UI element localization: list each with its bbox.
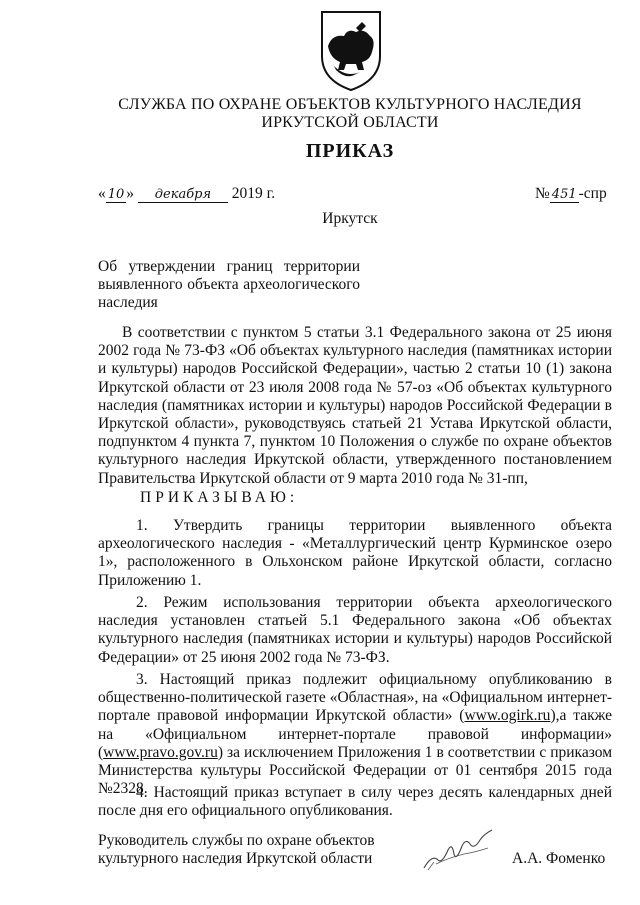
signer-position-line2: культурного наследия Иркутской области <box>98 850 373 867</box>
handwritten-signature <box>418 824 500 874</box>
coat-of-arms-icon <box>312 8 390 94</box>
document-subject: Об утверждении границ территории выявленного объекта археологического наследия <box>98 258 360 311</box>
order-item-2: 2. Режим использования территории объекта археологического наследия установлен статьей 5.1 Федерального закона «Об объектах культурного наследия (памятниках истории и культуры) народов Российской Федерации» от 25 июня 2002 года № 73-ФЗ. <box>98 594 612 666</box>
link-pravo[interactable]: www.pravo.gov.ru <box>103 743 218 761</box>
order-heading: ПРИКАЗЫВАЮ: <box>140 489 299 506</box>
preamble-paragraph: В соответствии с пунктом 5 статьи 3.1 Федерального закона от 25 июня 2002 года № 73-ФЗ «Об объектах культурного наследия (памятниках истории и культуры) народов Российской Федерации», частью 2 статьи 10 (1) закона Иркутской области от 23 июля 2008 года № 57-оз «Об объектах культурного наследия (памятниках истории и культуры) народов Российской Федерации в Иркутской области», руководствуясь статьей 21 Устава Иркутской области, подпунктом 4 пункта 7, пунктом 10 Положения о службе по охране объектов культурного наследия Иркутской области, утвержденного постановлением Правительства Иркутской области от 9 марта 2010 года № 31-пп, <box>98 324 612 487</box>
order-item-3 <box>98 671 612 798</box>
document-number <box>535 185 607 203</box>
link-ogirk[interactable]: www.ogirk.ru <box>464 707 551 725</box>
order-item-4: 4. Настоящий приказ вступает в силу через десять календарных дней после дня его официального опубликования. <box>98 784 612 820</box>
number-value: 451 <box>551 187 577 202</box>
order-item-1: 1. Утвердить границы территории выявленного объекта археологического наследия - «Металлургический центр Курминское озеро 1», расположенного в Ольхонском районе Иркутской области, согласно Приложению 1. <box>98 517 612 589</box>
signer-position-line1: Руководитель службы по охране объектов <box>98 832 375 849</box>
document-date <box>98 185 275 203</box>
order-item-3-text-c: ) за исключением Приложения 1 в соответствии с приказом Министерства культуры Российской Федерации от 01 сентября 2015 года №2328. <box>98 743 612 798</box>
number-suffix: -спр <box>578 185 607 202</box>
date-year: 2019 г. <box>231 185 276 202</box>
document-title: ПРИКАЗ <box>305 140 395 162</box>
date-day: 10 <box>107 187 125 202</box>
organization-name-line2: ИРКУТСКОЙ ОБЛАСТИ <box>261 114 439 131</box>
document-city: Иркутск <box>322 210 378 227</box>
signer-name: А.А. Фоменко <box>512 850 606 867</box>
organization-name-line1: СЛУЖБА ПО ОХРАНЕ ОБЪЕКТОВ КУЛЬТУРНОГО НАСЛЕДИЯ <box>118 96 582 113</box>
number-prefix: № <box>535 185 550 202</box>
date-quote-close: » <box>126 185 135 202</box>
order-item-3-text-a: 3. Настоящий приказ подлежит официальному опубликованию в общественно-политической газете «Областная», на «Официальном интернет-портале правовой информации Иркутской области» ( <box>98 671 612 725</box>
order-item-3-text-b: ),а также на «Официальном интернет-портале правовой информации» ( <box>98 707 612 761</box>
date-month: декабря <box>138 187 228 203</box>
date-quote-open: « <box>98 185 106 202</box>
